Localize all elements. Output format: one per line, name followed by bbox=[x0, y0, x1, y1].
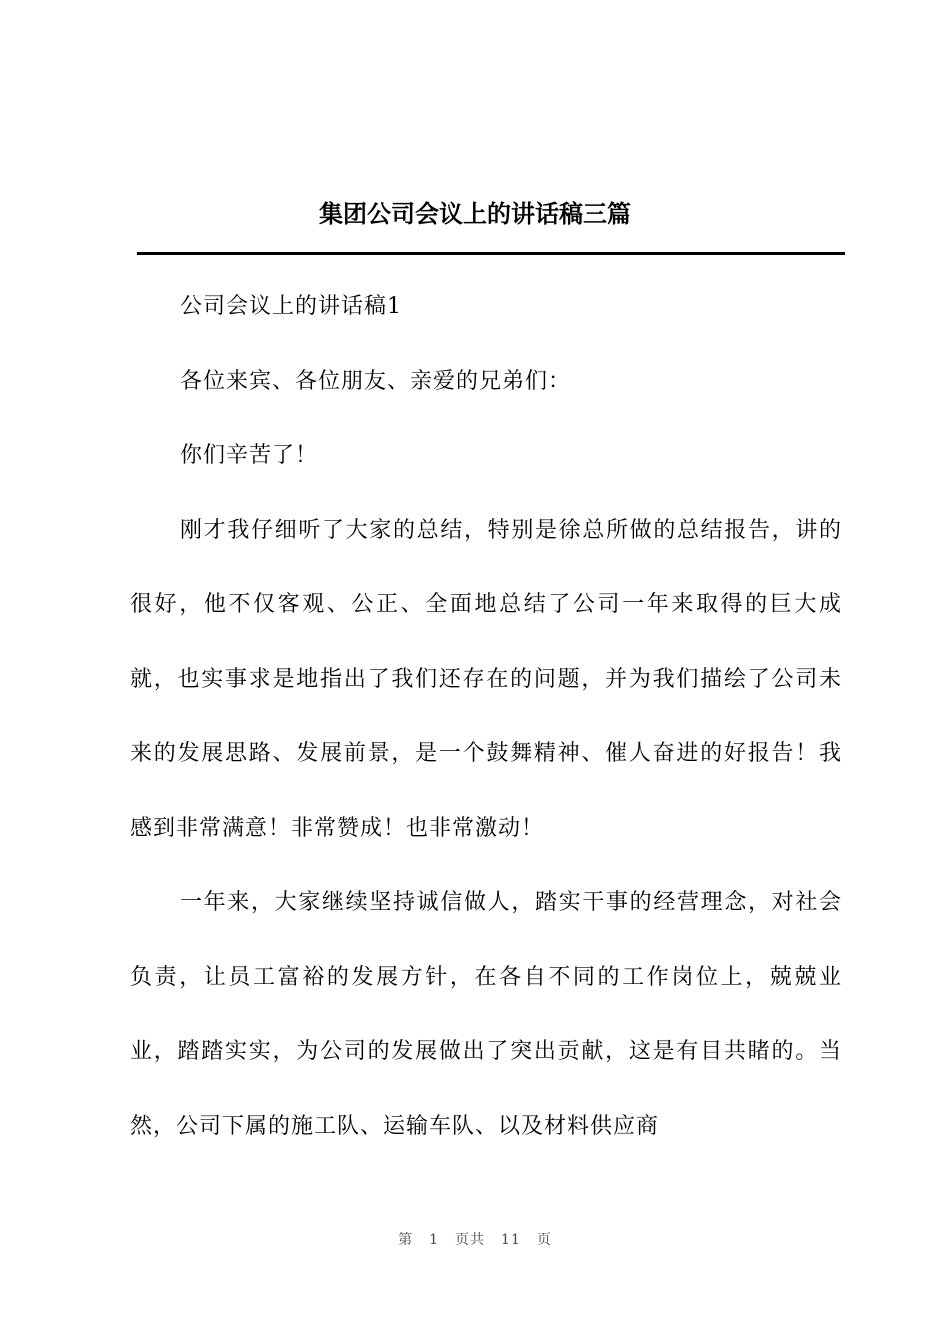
footer-suffix: 页 bbox=[536, 1232, 552, 1248]
footer-middle: 页共 bbox=[455, 1232, 486, 1248]
greeting: 你们辛苦了！ bbox=[180, 443, 319, 468]
body-paragraph: 一年来，大家继续坚持诚信做人，踏实干事的经营理念，对社会负责，让员工富裕的发展方针，在各自不同的工作岗位上，兢兢业业，踏踏实实，为公司的发展做出了突出贡献，这是有目共睹的。当然，公司下属的施工队、运输车队、以及材料供应商 bbox=[130, 890, 842, 1139]
section-heading: 公司会议上的讲话稿1 bbox=[180, 294, 402, 319]
footer-prefix: 第 bbox=[398, 1232, 414, 1248]
page-footer bbox=[0, 1228, 950, 1252]
document-body bbox=[130, 270, 842, 1164]
salutation: 各位来宾、各位朋友、亲爱的兄弟们： bbox=[180, 368, 572, 394]
footer-current-page: 1 bbox=[429, 1232, 440, 1248]
footer-total-pages: 11 bbox=[501, 1232, 521, 1248]
body-paragraph: 刚才我仔细听了大家的总结，特别是徐总所做的总结报告，讲的很好，他不仅客观、公正、全面地总结了公司一年来取得的巨大成就，也实事求是地指出了我们还存在的问题，并为我们描绘了公司未来的发展思路、发展前景，是一个鼓舞精神、催人奋进的好报告！我感到非常满意！非常赞成！也非常激动！ bbox=[130, 517, 842, 841]
document-title: 集团公司会议上的讲话稿三篇 bbox=[319, 200, 631, 228]
title-divider bbox=[137, 252, 845, 255]
